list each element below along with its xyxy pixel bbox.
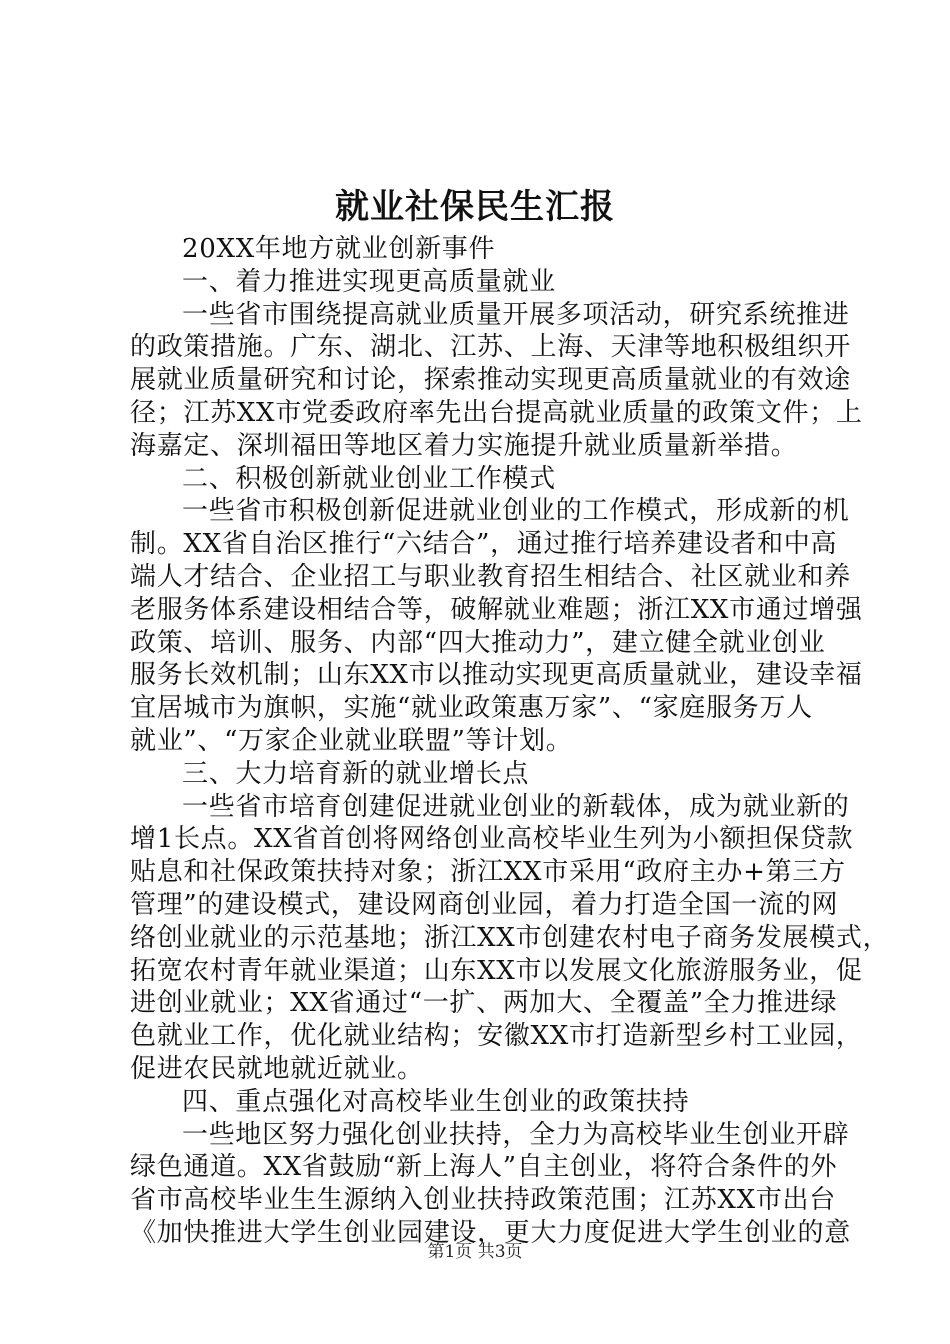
text-line: 一、着力推进实现更高质量就业 xyxy=(182,266,556,297)
text-line: 海嘉定、深圳福田等地区着力实施提升就业质量新举措。 xyxy=(130,430,798,461)
text-line: 的政策措施。广东、湖北、江苏、上海、天津等地积极组织开 xyxy=(130,332,851,363)
text-line: 络创业就业的示范基地；浙江XX市创建农村电子商务发展模式， xyxy=(130,922,890,953)
text-line: 老服务体系建设相结合等，破解就业难题；浙江XX市通过增强 xyxy=(130,594,863,625)
text-line: 就业”、“万家企业就业联盟”等计划。 xyxy=(130,725,573,756)
text-line: 宜居城市为旗帜，实施“就业政策惠万家”、“家庭服务万人 xyxy=(130,693,813,724)
text-line: 一些省市培育创建促进就业创业的新载体，成为就业新的 xyxy=(182,791,850,822)
text-line: 管理”的建设模式，建设网商创业园，着力打造全国一流的网 xyxy=(130,889,839,920)
text-line: 促进农民就地就近就业。 xyxy=(130,1053,424,1084)
text-line: 径；江苏XX市党委政府率先出台提高就业质量的政策文件；上 xyxy=(130,397,863,428)
document-title: 就业社保民生汇报 xyxy=(335,187,615,227)
text-line: 一些地区努力强化创业扶持，全力为高校毕业生创业开辟 xyxy=(182,1119,850,1150)
text-line: 绿色通道。XX省鼓励“新上海人”自主创业，将符合条件的外 xyxy=(130,1152,838,1183)
text-line: 20XX年地方就业创新事件 xyxy=(182,234,496,264)
text-line: 制。XX省自治区推行“六结合”，通过推行培养建设者和中高 xyxy=(130,529,838,560)
document-body xyxy=(130,233,890,1250)
page-footer: 第1页 共3页 xyxy=(427,1242,523,1262)
text-line: 政策、培训、服务、内部“四大推动力”，建立健全就业创业 xyxy=(130,627,826,658)
text-line: 端人才结合、企业招工与职业教育招生相结合、社区就业和养 xyxy=(130,561,851,592)
text-line: 四、重点强化对高校毕业生创业的政策扶持 xyxy=(182,1086,690,1117)
text-line: 色就业工作，优化就业结构；安徽XX市打造新型乡村工业园， xyxy=(130,1021,863,1052)
text-line: 二、积极创新就业创业工作模式 xyxy=(182,463,556,494)
text-line: 展就业质量研究和讨论，探索推动实现更高质量就业的有效途 xyxy=(130,365,851,396)
text-line: 《加快推进大学生创业园建设，更大力度促进大学生创业的意 xyxy=(130,1217,851,1248)
text-line: 增1长点。XX省首创将网络创业高校毕业生列为小额担保贷款 xyxy=(130,824,854,855)
text-line: 三、大力培育新的就业增长点 xyxy=(182,758,530,789)
text-line: 贴息和社保政策扶持对象；浙江XX市采用“政府主办+第三方 xyxy=(130,857,846,888)
text-line: 省市高校毕业生生源纳入创业扶持政策范围；江苏XX市出台 xyxy=(130,1185,836,1216)
text-line: 进创业就业；XX省通过“一扩、两加大、全覆盖”全力推进绿 xyxy=(130,988,838,1019)
text-line: 一些省市积极创新促进就业创业的工作模式，形成新的机 xyxy=(182,496,850,527)
text-line: 服务长效机制；山东XX市以推动实现更高质量就业，建设幸福 xyxy=(130,660,863,691)
text-line: 一些省市围绕提高就业质量开展多项活动，研究系统推进 xyxy=(182,299,850,330)
text-line: 拓宽农村青年就业渠道；山东XX市以发展文化旅游服务业，促 xyxy=(130,955,863,986)
